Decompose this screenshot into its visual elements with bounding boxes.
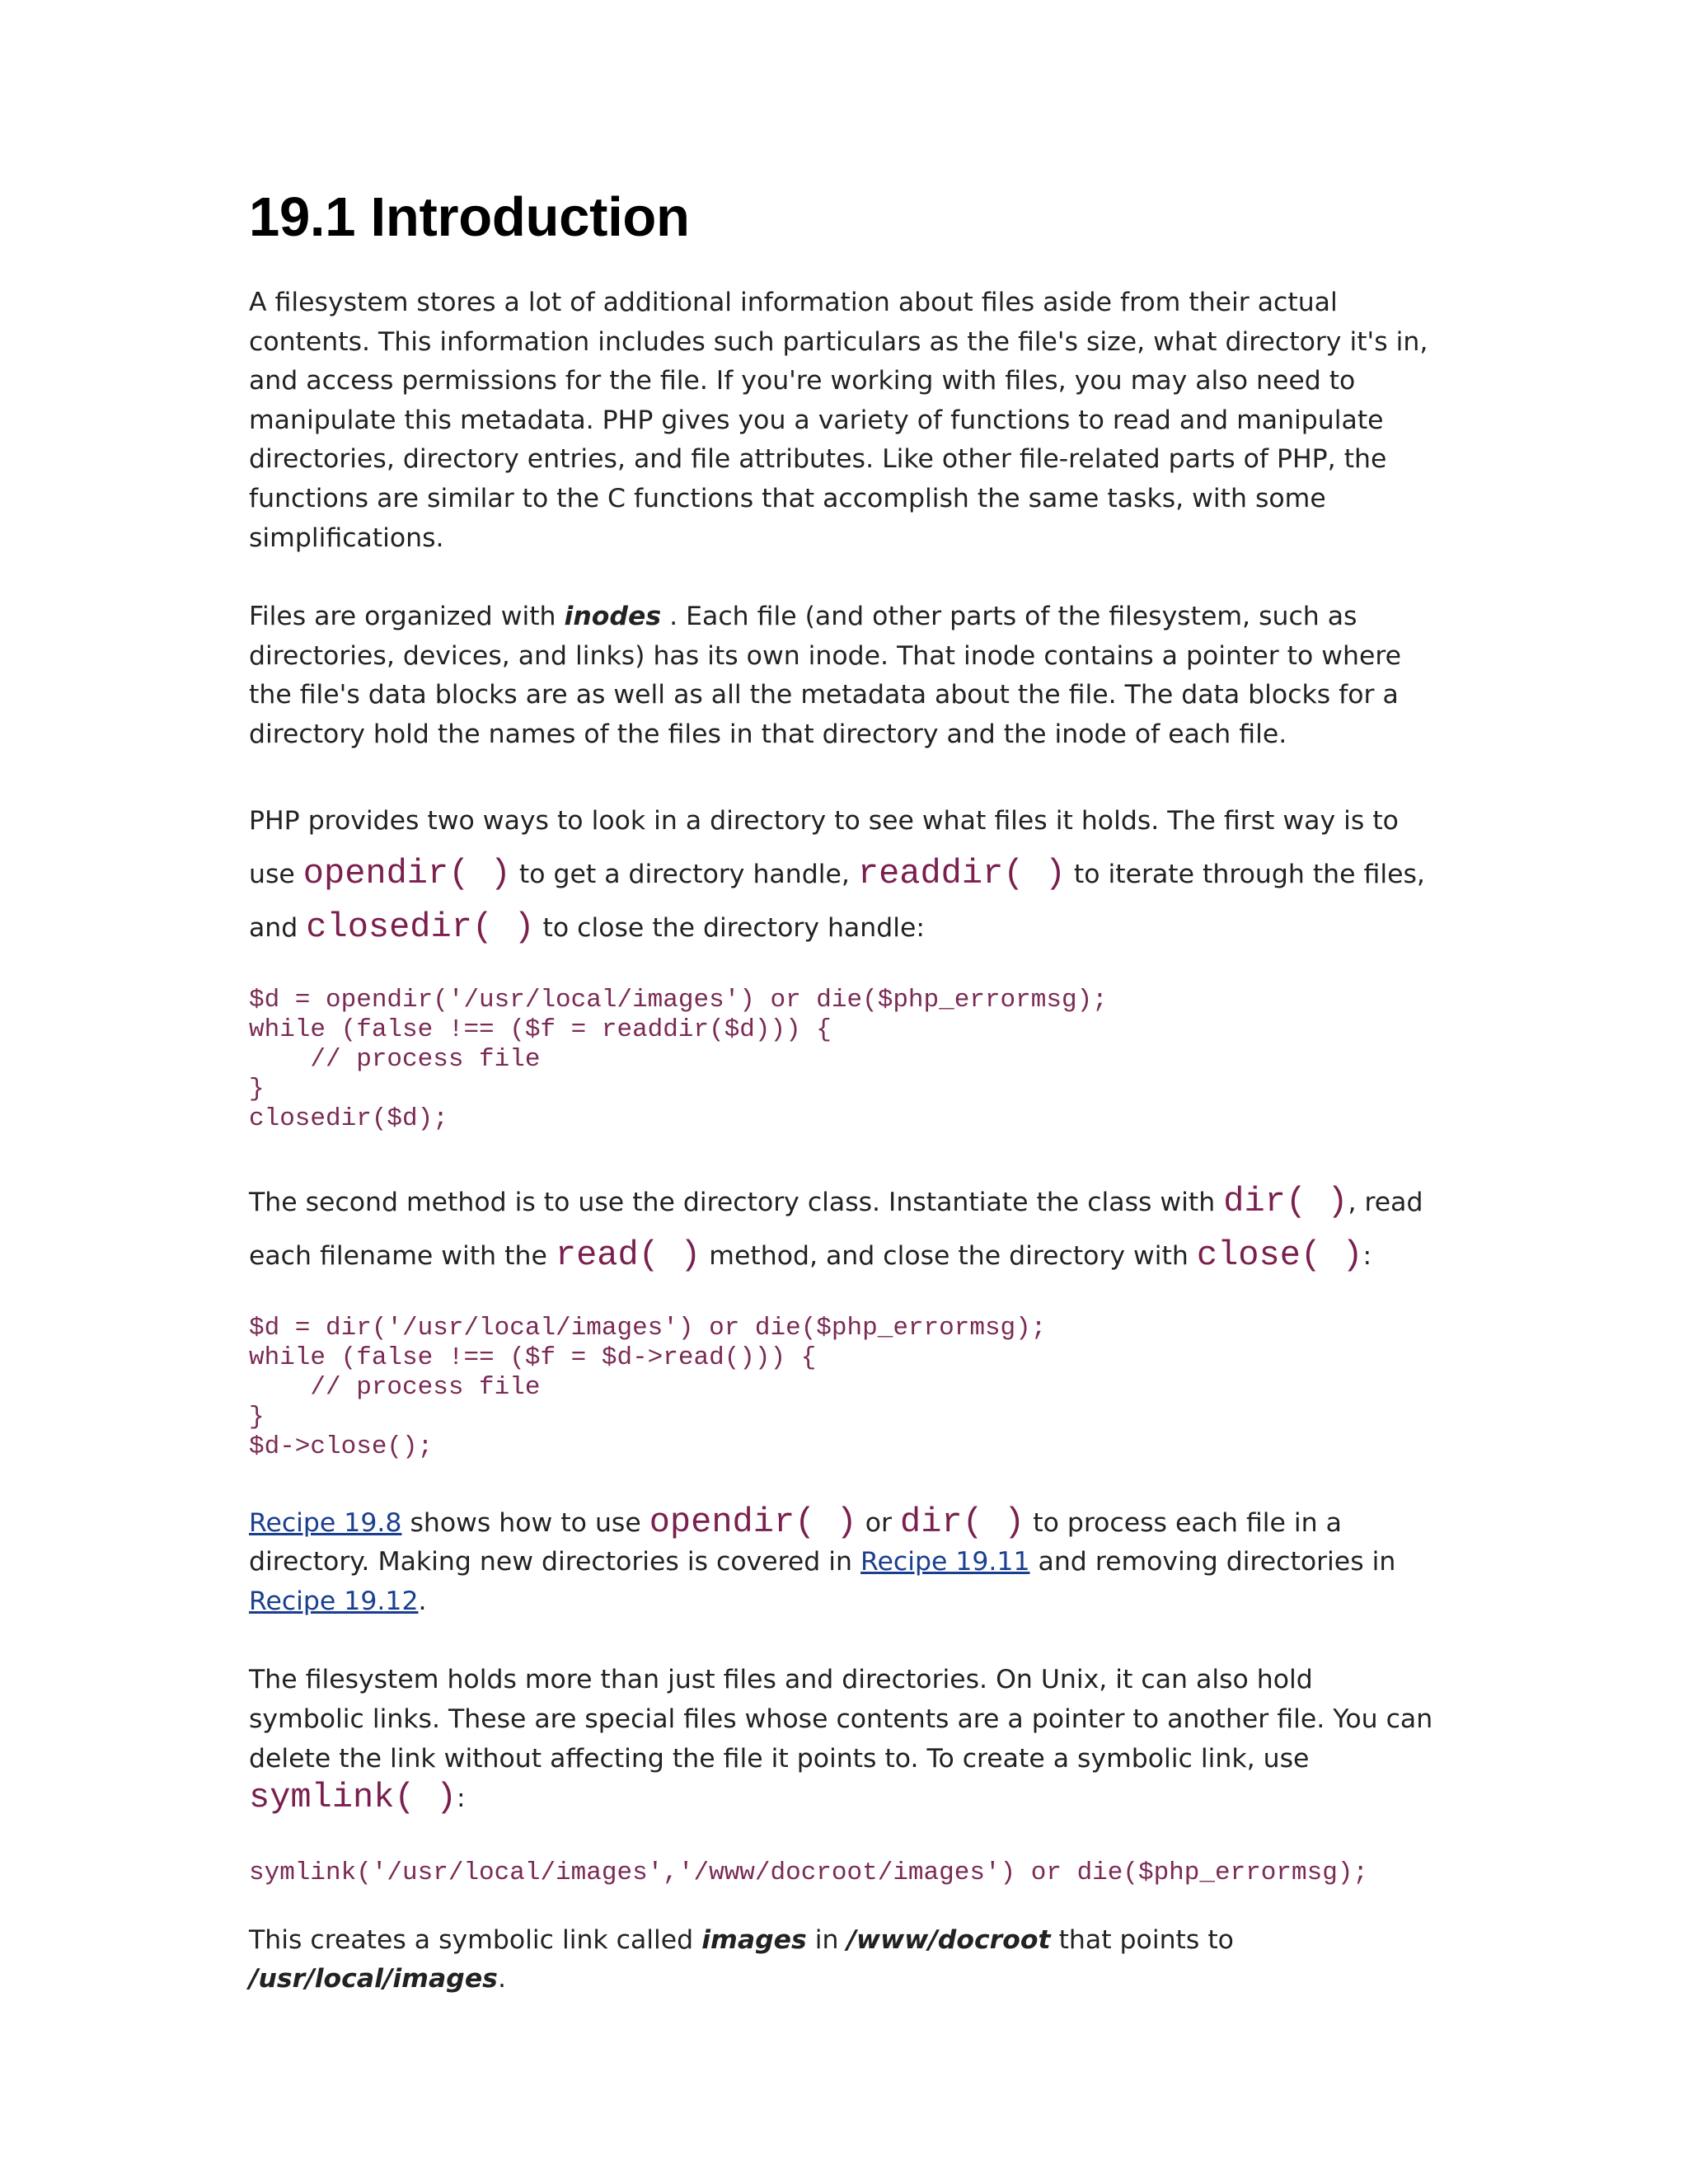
- code-block-symlink: symlink('/usr/local/images','/www/docroot/images') or die($php_errormsg);: [249, 1858, 1369, 1887]
- text: in: [806, 1924, 847, 1955]
- document-page: [249, 186, 1436, 2039]
- text: Files are organized with: [249, 602, 565, 632]
- text: :: [457, 1783, 466, 1814]
- text: to process each file in a directory. Making new directories is covered in: [249, 1507, 1342, 1577]
- inline-code-closedir: closedir( ): [306, 907, 535, 947]
- text: This creates a symbolic link called: [249, 1924, 702, 1955]
- text: method, and close the directory with: [701, 1240, 1197, 1271]
- text: :: [1362, 1240, 1372, 1271]
- text: shows how to use: [401, 1507, 649, 1538]
- inline-code-dir: dir( ): [900, 1502, 1025, 1542]
- inline-code-read: read( ): [555, 1235, 701, 1275]
- inline-code-dir: dir( ): [1223, 1181, 1348, 1221]
- paragraph-recipes: [249, 1503, 1436, 1622]
- text: .: [497, 1964, 506, 1994]
- path-usr-local-images: /usr/local/images: [249, 1964, 498, 1994]
- term-images: images: [701, 1924, 807, 1955]
- code-block-opendir: $d = opendir('/usr/local/images') or die($php_errormsg); while (false !== ($f = readdir($d))) { // process file } closedir($d);: [249, 985, 1108, 1133]
- inline-code-symlink: symlink( ): [249, 1778, 457, 1818]
- term-inodes: inodes: [564, 602, 662, 632]
- text: and removing directories in: [1029, 1547, 1396, 1577]
- text: to iterate through the files, and: [249, 859, 1425, 943]
- section-heading: 19.1 Introduction: [249, 186, 690, 248]
- text: The second method is to use the directory class. Instantiate the class with: [249, 1187, 1224, 1217]
- inline-code-opendir: opendir( ): [302, 853, 511, 893]
- text: to close the directory handle:: [534, 912, 925, 943]
- path-www-docroot: /www/docroot: [846, 1924, 1051, 1955]
- paragraph-filesystem-metadata: A filesystem stores a lot of additional information about files aside from their actual contents. This information includes such particulars as the file's size, what directory it's in, and access permissions for the file. If you're working with files, you may also need to manipulate this metadata. PHP gives you a variety of functions to read and manipulate directories, directory entries, and file attributes. Like other file-related parts of PHP, the functions are similar to the C functions that accomplish the same tasks, with some simplifications.: [249, 288, 1428, 553]
- inline-code-readdir: readdir( ): [857, 853, 1066, 893]
- text: PHP provides two ways to look in a directory to see what files it holds. The first way is to use: [249, 805, 1399, 889]
- text: or: [856, 1507, 901, 1538]
- text: , read each filename with the: [249, 1187, 1423, 1271]
- code-block-dir-class: $d = dir('/usr/local/images') or die($php_errormsg); while (false !== ($f = $d->read())) { // process file } $d->close();: [249, 1313, 1047, 1461]
- inline-code-opendir: opendir( ): [649, 1502, 857, 1542]
- link-recipe-19-12[interactable]: Recipe 19.12: [249, 1586, 419, 1616]
- text: that points to: [1050, 1924, 1234, 1955]
- paragraph-opendir-method: [249, 794, 1436, 954]
- text: . Each file (and other parts of the filesystem, such as directories, devices, and links) has its own inode. That inode contains a pointer to where the file's data blocks are as well as all the metadata about the file. The data blocks for a directory hold the names of the files in that directory and the inode of each file.: [249, 602, 1402, 749]
- text: to get a directory handle,: [510, 859, 858, 889]
- text: .: [418, 1586, 427, 1616]
- link-recipe-19-11[interactable]: Recipe 19.11: [860, 1547, 1030, 1577]
- paragraph-directory-class: [249, 1175, 1436, 1282]
- paragraph-inodes: [249, 598, 1436, 754]
- link-recipe-19-8[interactable]: Recipe 19.8: [249, 1507, 402, 1538]
- paragraph-symbolic-links: [249, 1661, 1436, 1818]
- inline-code-close: close( ): [1196, 1235, 1363, 1275]
- paragraph-symlink-result: [249, 1921, 1436, 1999]
- text: The filesystem holds more than just files and directories. On Unix, it can also hold symbolic links. These are special files whose contents are a pointer to another file. You can delete the link without affecting the file it points to. To create a symbolic link, use: [249, 1665, 1433, 1774]
